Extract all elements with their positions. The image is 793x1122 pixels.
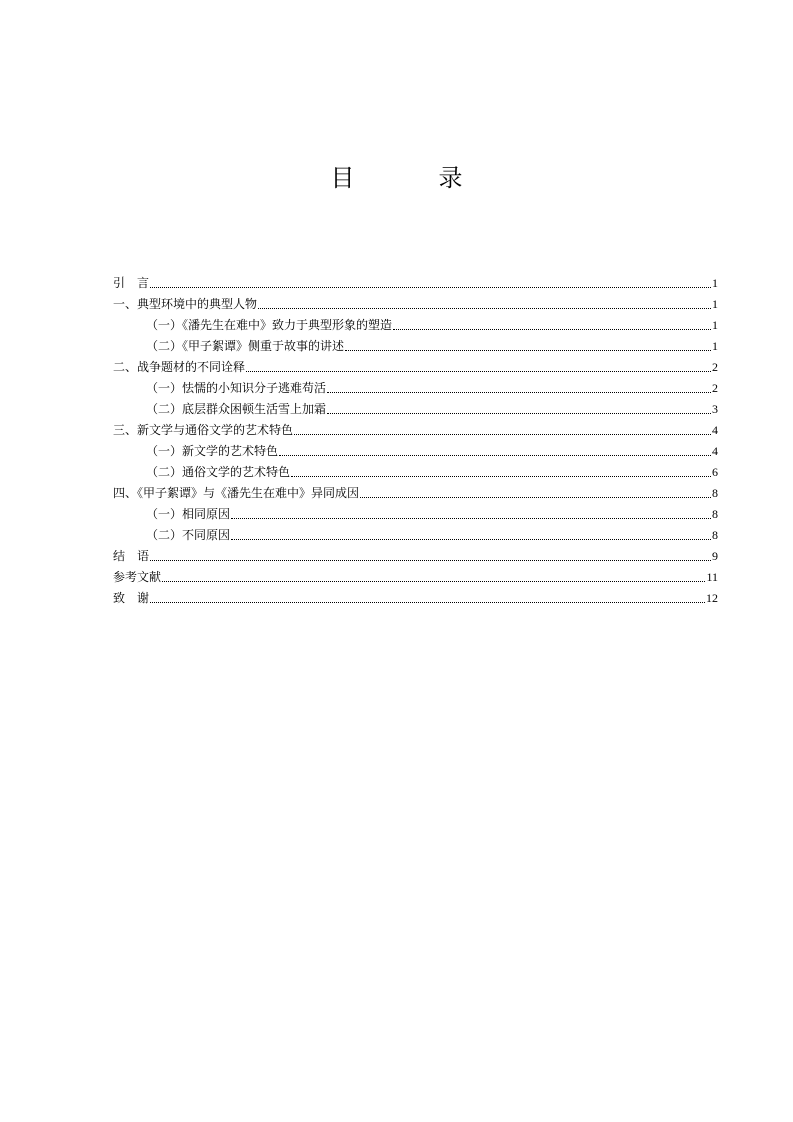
toc-entry-page: 11 xyxy=(706,570,718,584)
toc-entry-page: 1 xyxy=(712,297,718,311)
toc-entry-label: 结 语 xyxy=(113,549,150,563)
toc-entry-page: 1 xyxy=(712,276,718,290)
toc-entry-page: 4 xyxy=(712,423,718,437)
toc-leader-dots xyxy=(246,371,711,372)
toc-leader-dots xyxy=(258,308,711,309)
toc-entry-label: （二）不同原因 xyxy=(146,528,231,542)
toc-subentry[interactable] xyxy=(113,504,718,525)
toc-entry[interactable] xyxy=(113,420,718,441)
toc-entry-page: 8 xyxy=(712,486,718,500)
toc-subentry[interactable] xyxy=(113,462,718,483)
toc-leader-dots xyxy=(150,602,705,603)
toc-leader-dots xyxy=(294,434,711,435)
toc-entry-label: （一）相同原因 xyxy=(146,507,231,521)
toc-subentry[interactable] xyxy=(113,378,718,399)
toc-leader-dots xyxy=(279,455,711,456)
toc-entry-page: 4 xyxy=(712,444,718,458)
toc-entry[interactable] xyxy=(113,357,718,378)
toc-leader-dots xyxy=(327,392,711,393)
toc-entry-label: 四、《甲子絮谭》与《潘先生在难中》异同成因 xyxy=(113,486,360,500)
toc-entry-label: 引 言 xyxy=(113,276,150,290)
toc-entry-page: 9 xyxy=(712,549,718,563)
toc-entry-label: （一）怯懦的小知识分子逃难苟活 xyxy=(146,381,327,395)
toc-leader-dots xyxy=(360,497,711,498)
toc-entry-page: 2 xyxy=(712,381,718,395)
toc-entry-label: 致 谢 xyxy=(113,591,150,605)
toc-entry-page: 12 xyxy=(706,591,718,605)
toc-leader-dots xyxy=(231,518,711,519)
toc-entry-label: 一、典型环境中的典型人物 xyxy=(113,297,258,311)
toc-entry-page: 1 xyxy=(712,339,718,353)
toc-subentry[interactable] xyxy=(113,399,718,420)
toc-leader-dots xyxy=(150,560,711,561)
toc-entry[interactable] xyxy=(113,546,718,567)
toc-leader-dots xyxy=(291,476,711,477)
toc-leader-dots xyxy=(345,350,711,351)
toc-entry[interactable] xyxy=(113,294,718,315)
toc-leader-dots xyxy=(393,329,711,330)
toc-subentry[interactable] xyxy=(113,441,718,462)
page-title: 目 录 xyxy=(330,164,493,192)
toc-entry-label: 三、新文学与通俗文学的艺术特色 xyxy=(113,423,294,437)
toc-leader-dots xyxy=(150,287,711,288)
toc-entry-page: 3 xyxy=(712,402,718,416)
toc-subentry[interactable] xyxy=(113,336,718,357)
toc-entry-page: 2 xyxy=(712,360,718,374)
toc-leader-dots xyxy=(327,413,711,414)
toc-entry-label: （二）底层群众困顿生活雪上加霜 xyxy=(146,402,327,416)
toc-entry[interactable] xyxy=(113,273,718,294)
toc-entry[interactable] xyxy=(113,483,718,504)
toc-subentry[interactable] xyxy=(113,315,718,336)
toc-subentry[interactable] xyxy=(113,525,718,546)
table-of-contents xyxy=(113,273,718,609)
toc-leader-dots xyxy=(162,581,705,582)
toc-entry-label: （一）《潘先生在难中》致力于典型形象的塑造 xyxy=(146,318,393,332)
toc-entry-page: 6 xyxy=(712,465,718,479)
toc-entry[interactable] xyxy=(113,588,718,609)
toc-entry-label: 二、战争题材的不同诠释 xyxy=(113,360,246,374)
toc-entry-label: 参考文献 xyxy=(113,570,162,584)
toc-entry-label: （二）《甲子絮谭》侧重于故事的讲述 xyxy=(146,339,345,353)
toc-entry-page: 8 xyxy=(712,507,718,521)
toc-entry-page: 1 xyxy=(712,318,718,332)
toc-entry[interactable] xyxy=(113,567,718,588)
toc-leader-dots xyxy=(231,539,711,540)
toc-entry-label: （二）通俗文学的艺术特色 xyxy=(146,465,291,479)
toc-entry-label: （一）新文学的艺术特色 xyxy=(146,444,279,458)
toc-entry-page: 8 xyxy=(712,528,718,542)
